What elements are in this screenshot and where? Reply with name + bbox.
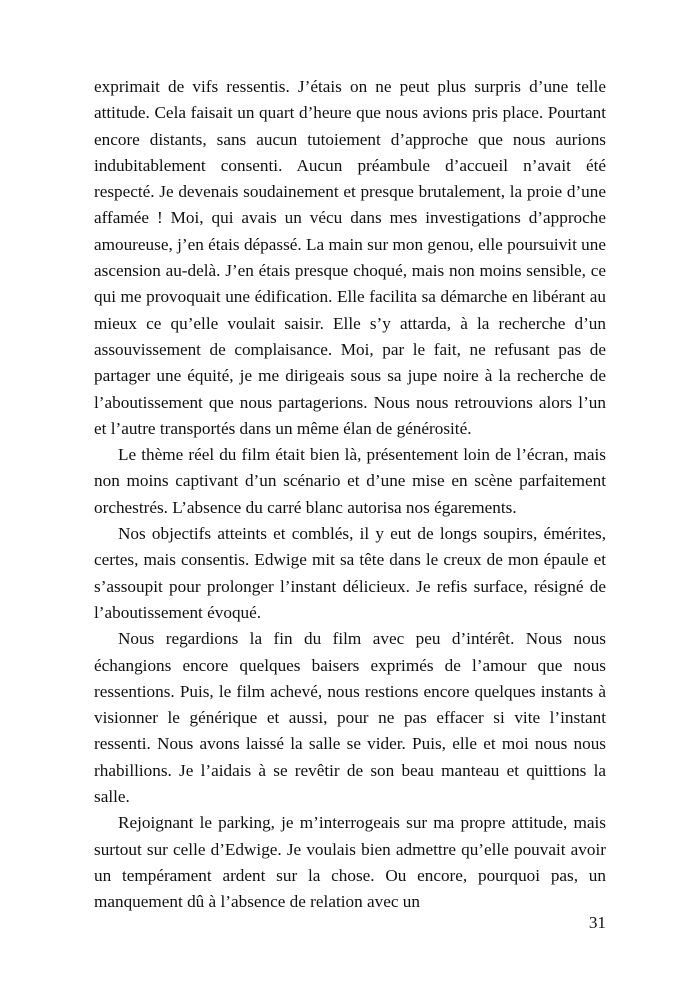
- page-body: [94, 74, 606, 916]
- paragraph: Rejoignant le parking, je m’interrogeais sur ma propre attitude, mais surtout sur celle d’Edwige. Je voulais bien admettre qu’elle pouvait avoir un tempérament ardent sur la chose. Ou encore, pourquoi pas, un manquement dû à l’absence de relation avec un: [94, 813, 606, 912]
- paragraph: Nous regardions la fin du film avec peu d’intérêt. Nous nous échangions encore quelques baisers exprimés de l’amour que nous ressentions. Puis, le film achevé, nous restions encore quelques instants à visionner le générique et aussi, pour ne pas effacer si vite l’instant ressenti. Nous avons laissé la salle se vider. Puis, elle et moi nous nous rhabillions. Je l’aidais à se revêtir de son beau manteau et quittions la salle.: [94, 629, 606, 807]
- page-number: 31: [588, 913, 606, 932]
- paragraph: Nos objectifs atteints et comblés, il y eut de longs soupirs, émérites, certes, mais consentis. Edwige mit sa tête dans le creux de mon épaule et s’assoupit pour prolonger l’instant délicieux. Je refis surface, résigné de l’aboutissement évoqué.: [94, 524, 606, 622]
- paragraph-continued: exprimait de vifs ressentis. J’étais on ne peut plus surpris d’une telle attitude. Cela faisait un quart d’heure que nous avions pris place. Pourtant encore distants, sans aucun tutoiement d’approche que nous aurions indubitablement consenti. Aucun préambule d’accueil n’avait été respecté. Je devenais soudainement et presque brutalement, la proie d’une affamée ! Moi, qui avais un vécu dans mes investigations d’approche amoureuse, j’en étais dépassé. La main sur mon genou, elle poursuivit une ascension au-delà. J’en étais presque choqué, mais non moins sensible, ce qui me provoquait une édification. Elle facilita sa démarche en libérant au mieux ce qu’elle voulait saisir. Elle s’y attarda, à la recherche d’un assouvissement de complaisance. Moi, par le fait, ne refusant pas de partager une équité, je me dirigeais sous sa jupe noire à la recherche de l’aboutissement que nous partagerions. Nous nous retrouvions alors l’un et l’autre transportés dans un même élan de générosité.: [94, 77, 606, 438]
- paragraph: Le thème réel du film était bien là, présentement loin de l’écran, mais non moins captivant d’un scénario et d’une mise en scène parfaitement orchestrés. L’absence du carré blanc autorisa nos égarements.: [94, 445, 606, 517]
